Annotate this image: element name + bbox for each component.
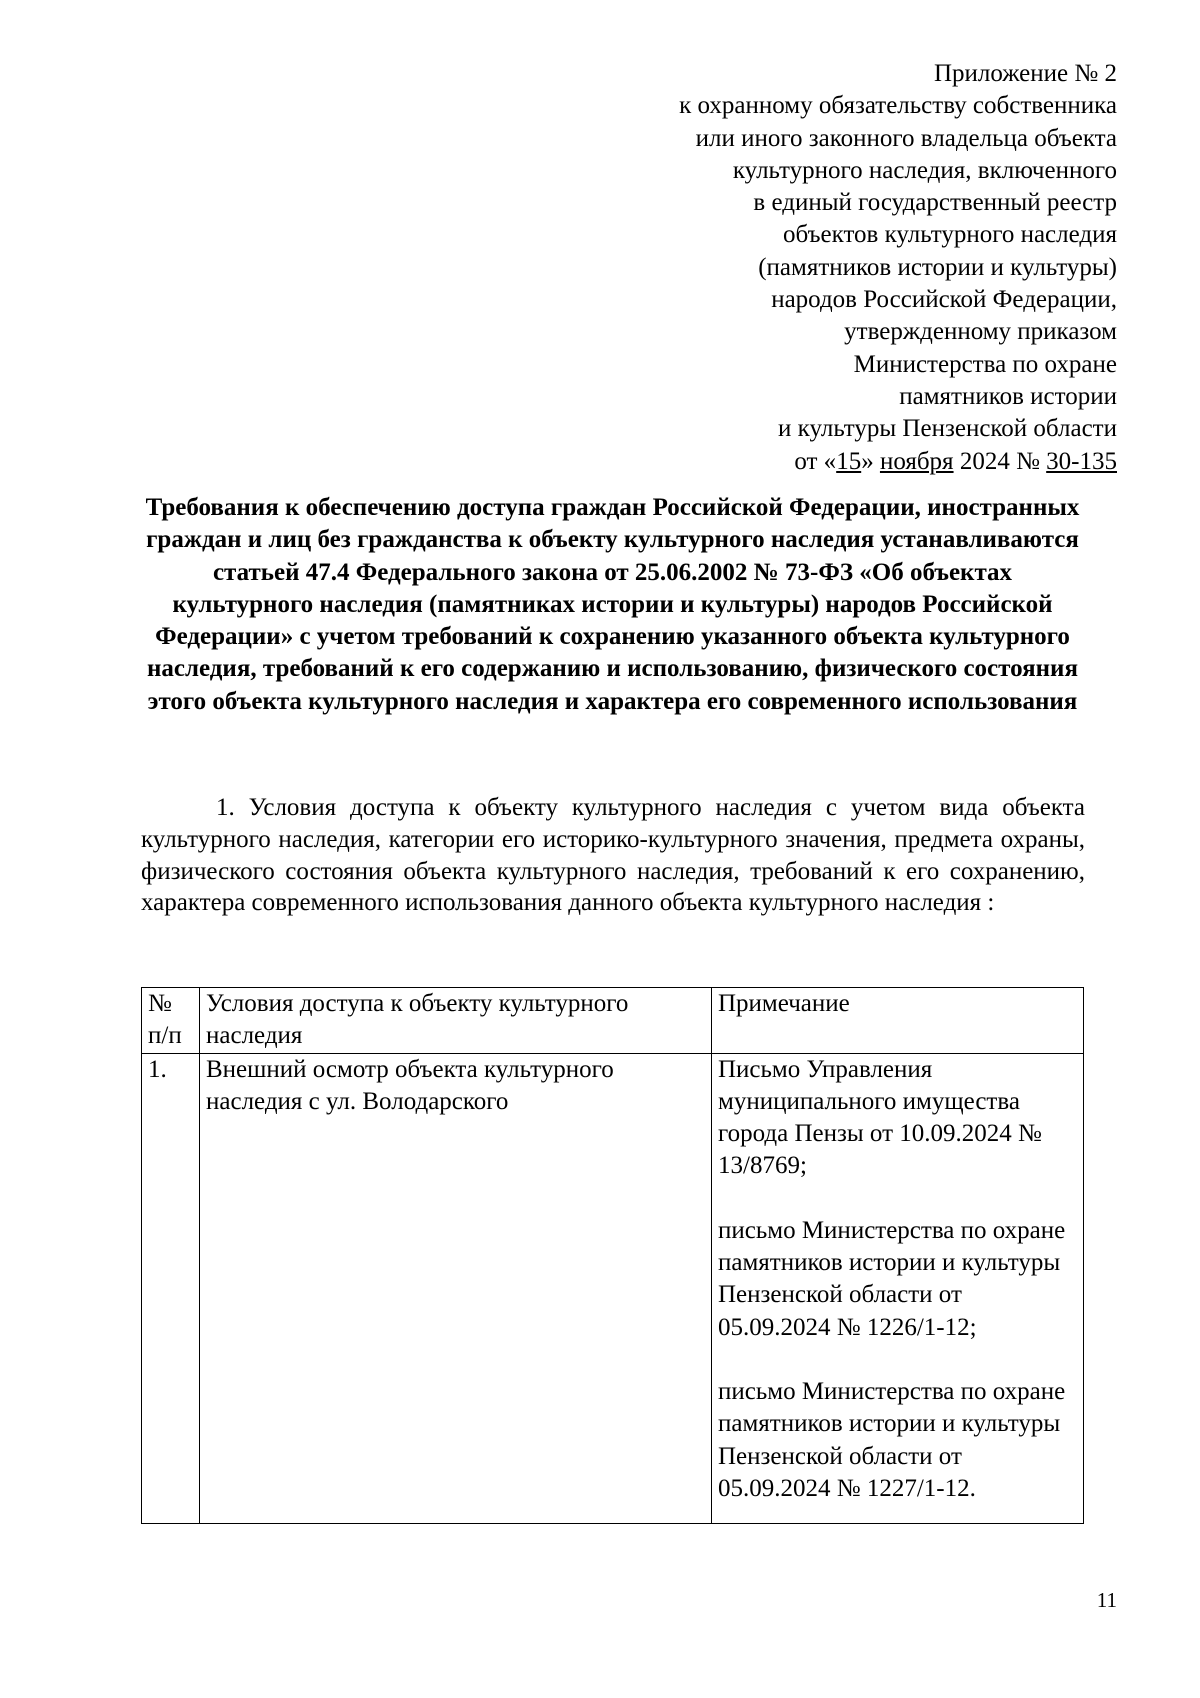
- appendix-line: к охранному обязательству собственника: [679, 92, 1117, 120]
- date-prefix: от «: [794, 447, 837, 475]
- date-mid: »: [861, 447, 880, 475]
- appendix-date-line: [679, 446, 1117, 478]
- appendix-line: или иного законного владельца объекта: [695, 124, 1117, 152]
- appendix-line: Министерства по охране: [853, 350, 1117, 378]
- appendix-line: утвержденному приказом: [844, 318, 1117, 346]
- document-title: Требования к обеспечению доступа граждан Российской Федерации, иностранных граждан и лиц без гражданства к объекту культурного наследия устанавливаются статьей 47.4 Федерального закона от 25.06.2002 № 73-ФЗ «Об объектах культурного наследия (памятниках истории и культуры) народов Российской Федерации» с учетом требований к сохранению указанного объекта культурного наследия, требований к его содержанию и использованию, физического состояния этого объекта культурного наследия и характера его современного использования: [145, 494, 1080, 715]
- table-header-row: [142, 988, 1084, 1054]
- header-note: Примечание: [712, 988, 1084, 1054]
- appendix-line: Приложение № 2: [933, 60, 1117, 87]
- appendix-line: объектов культурного наследия: [783, 221, 1117, 249]
- date-day: 15: [836, 447, 862, 475]
- access-conditions-paragraph: 1. Условия доступа к объекту культурного наследия с учетом вида объекта культурного наследия, категории его историко-культурного значения, предмета охраны, физического состояния объекта культурного наследия, требований к его сохранению, характера современного использования данного объекта культурного наследия :: [141, 794, 1085, 917]
- appendix-line: народов Российской Федерации,: [771, 286, 1117, 314]
- header-condition: Условия доступа к объекту культурного наследия: [200, 988, 712, 1054]
- appendix-header: [679, 58, 1117, 478]
- table-row: [142, 1053, 1084, 1523]
- appendix-line: памятников истории: [899, 382, 1117, 410]
- note-item: Письмо Управления муниципального имущества города Пензы от 10.09.2024 № 13/8769;: [718, 1055, 1042, 1180]
- header-number: № п/п: [142, 988, 200, 1054]
- note-item: письмо Министерства по охране памятников истории и культуры Пензенской области от 05.09.2024 № 1227/1-12.: [718, 1377, 1066, 1502]
- row-number: 1.: [142, 1053, 200, 1523]
- order-number: 30-135: [1046, 447, 1117, 475]
- appendix-line: и культуры Пензенской области: [778, 415, 1117, 443]
- row-condition: Внешний осмотр объекта культурного наследия с ул. Володарского: [200, 1053, 712, 1523]
- appendix-line: в единый государственный реестр: [753, 189, 1117, 217]
- appendix-line: культурного наследия, включенного: [732, 156, 1117, 184]
- row-notes: [712, 1053, 1084, 1523]
- access-conditions-table: [141, 987, 1084, 1524]
- appendix-line: (памятников истории и культуры): [758, 253, 1117, 281]
- date-month: ноября: [879, 447, 954, 475]
- page-number: 11: [1096, 1588, 1117, 1612]
- date-year: 2024 №: [953, 447, 1047, 475]
- note-item: письмо Министерства по охране памятников истории и культуры Пензенской области от 05.09.2024 № 1226/1-12;: [718, 1216, 1066, 1341]
